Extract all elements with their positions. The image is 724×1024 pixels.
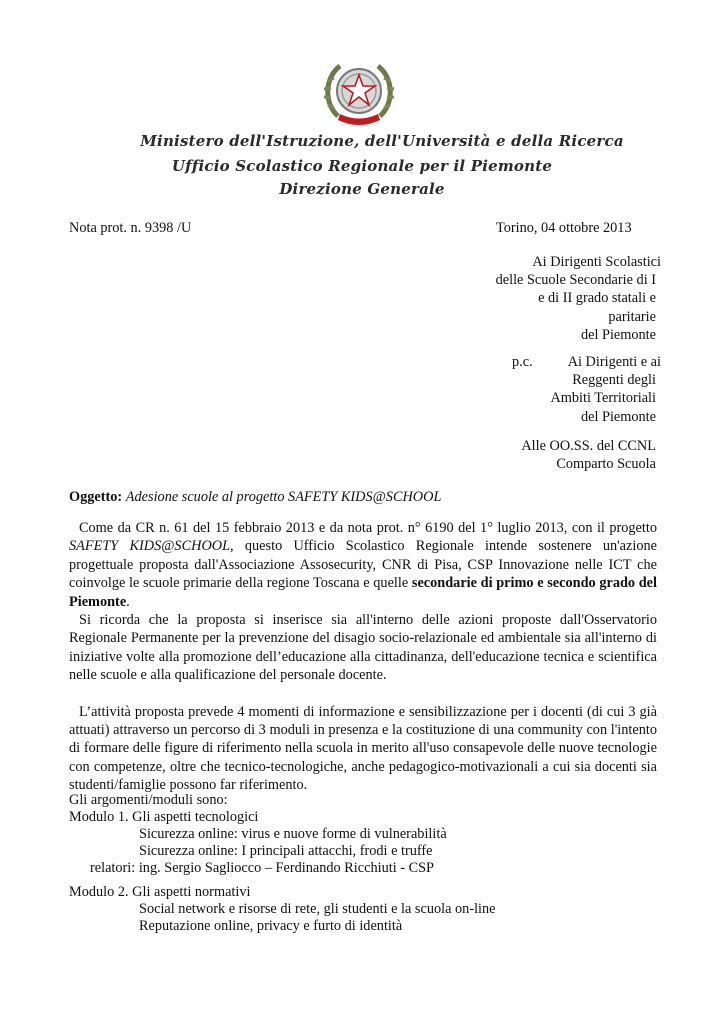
paragraph-1-highlight: secondarie di primo e secondo grado del Piemonte <box>69 575 657 610</box>
module-2-item: Social network e risorse di rete, gli studenti e la scuola on-line <box>139 901 496 917</box>
module-1-item: Sicurezza online: I principali attacchi, frodi e truffe <box>139 843 433 859</box>
pc-recipient-line: Ai Dirigenti e ai <box>567 354 661 370</box>
module-1-item: Sicurezza online: virus e nuove forme di vulnerabilità <box>139 826 447 842</box>
republic-emblem-icon <box>318 56 400 130</box>
place-and-date: Torino, 04 ottobre 2013 <box>496 220 632 236</box>
unions-line: Alle OO.SS. del CCNL <box>521 438 656 454</box>
unions-line: Comparto Scuola <box>556 456 656 473</box>
pc-recipient-line: Ambiti Territoriali <box>550 390 656 407</box>
paragraph-1 <box>69 519 657 611</box>
subject-text: Adesione scuole al progetto SAFETY KIDS@SCHOOL <box>125 489 442 505</box>
pc-recipient-line: Reggenti degli <box>572 372 656 389</box>
regional-office-name: Ufficio Scolastico Regionale per il Piemonte <box>171 157 553 175</box>
module-2-item: Reputazione online, privacy e furto di identità <box>139 918 403 934</box>
recipients-block <box>495 253 661 344</box>
pc-recipients-block <box>550 353 661 426</box>
protocol-number: Nota prot. n. 9398 /U <box>69 220 192 236</box>
unions-block <box>521 437 656 473</box>
modules-intro: Gli argomenti/moduli sono: <box>69 792 228 808</box>
paragraph-1-text-b: questo Ufficio Scolastico Regionale intende sostenere un'azione progettuale proposta dall'Associazione Assosecurity, CNR di Pisa, CSP Innovazione nelle ICT che coinvolge le scuole primarie della regione Toscana e quelle <box>69 538 657 592</box>
pc-label: p.c. <box>512 354 533 370</box>
general-direction-name: Direzione Generale <box>279 180 445 198</box>
paragraph-2: Si ricorda che la proposta si inserisce sia all'interno delle azioni proposte dall'Osservatorio Regionale Permanente per la prevenzione del disagio socio-relazionale ed ambientale sia all'interno di iniziative volte alla promozione dell’educazione alla cittadinanza, dell'educazione tecnica e scientifica nelle scuole e alla qualificazione del personale docente. <box>69 612 657 684</box>
recipient-line: del Piemonte <box>580 326 656 343</box>
body-paragraphs <box>69 519 657 795</box>
project-name: SAFETY KIDS@SCHOOL, <box>69 538 234 555</box>
module-1-title: Modulo 1. Gli aspetti tecnologici <box>69 809 259 825</box>
ministry-name: Ministero dell'Istruzione, dell'Università e della Ricerca <box>140 132 624 150</box>
recipient-line: e di II grado statali e <box>538 290 656 307</box>
module-2-title: Modulo 2. Gli aspetti normativi <box>69 884 251 900</box>
recipient-line: delle Scuole Secondarie di I <box>495 272 656 289</box>
paragraph-3: L’attività proposta prevede 4 momenti di informazione e sensibilizzazione per i docenti (di cui 3 già attuati) attraverso un percorso di 3 moduli in presenza e la costituzione di una community con l'intento di formare delle figure di riferimento nella scuola in merito all'uso consapevole delle nuove tecnologie con competenze, oltre che tecnico-tecnologiche, anche pedagogico-motivazionali a cui sia docenti sia studenti/famiglie possono far riferimento. <box>69 703 657 794</box>
recipient-line: Ai Dirigenti Scolastici <box>532 254 661 270</box>
paragraph-1-text-a: Come da CR n. 61 del 15 febbraio 2013 e da nota prot. n° 6190 del 1° luglio 2013, con il progetto <box>79 520 657 536</box>
module-1-speakers: relatori: ing. Sergio Sagliocco – Ferdinando Ricchiuti - CSP <box>90 860 435 876</box>
subject-line <box>69 488 441 506</box>
subject-label: Oggetto: <box>69 489 123 505</box>
paragraph-1-end: . <box>126 593 130 610</box>
recipient-line: paritarie <box>608 308 656 325</box>
pc-recipient-line: del Piemonte <box>580 408 656 425</box>
